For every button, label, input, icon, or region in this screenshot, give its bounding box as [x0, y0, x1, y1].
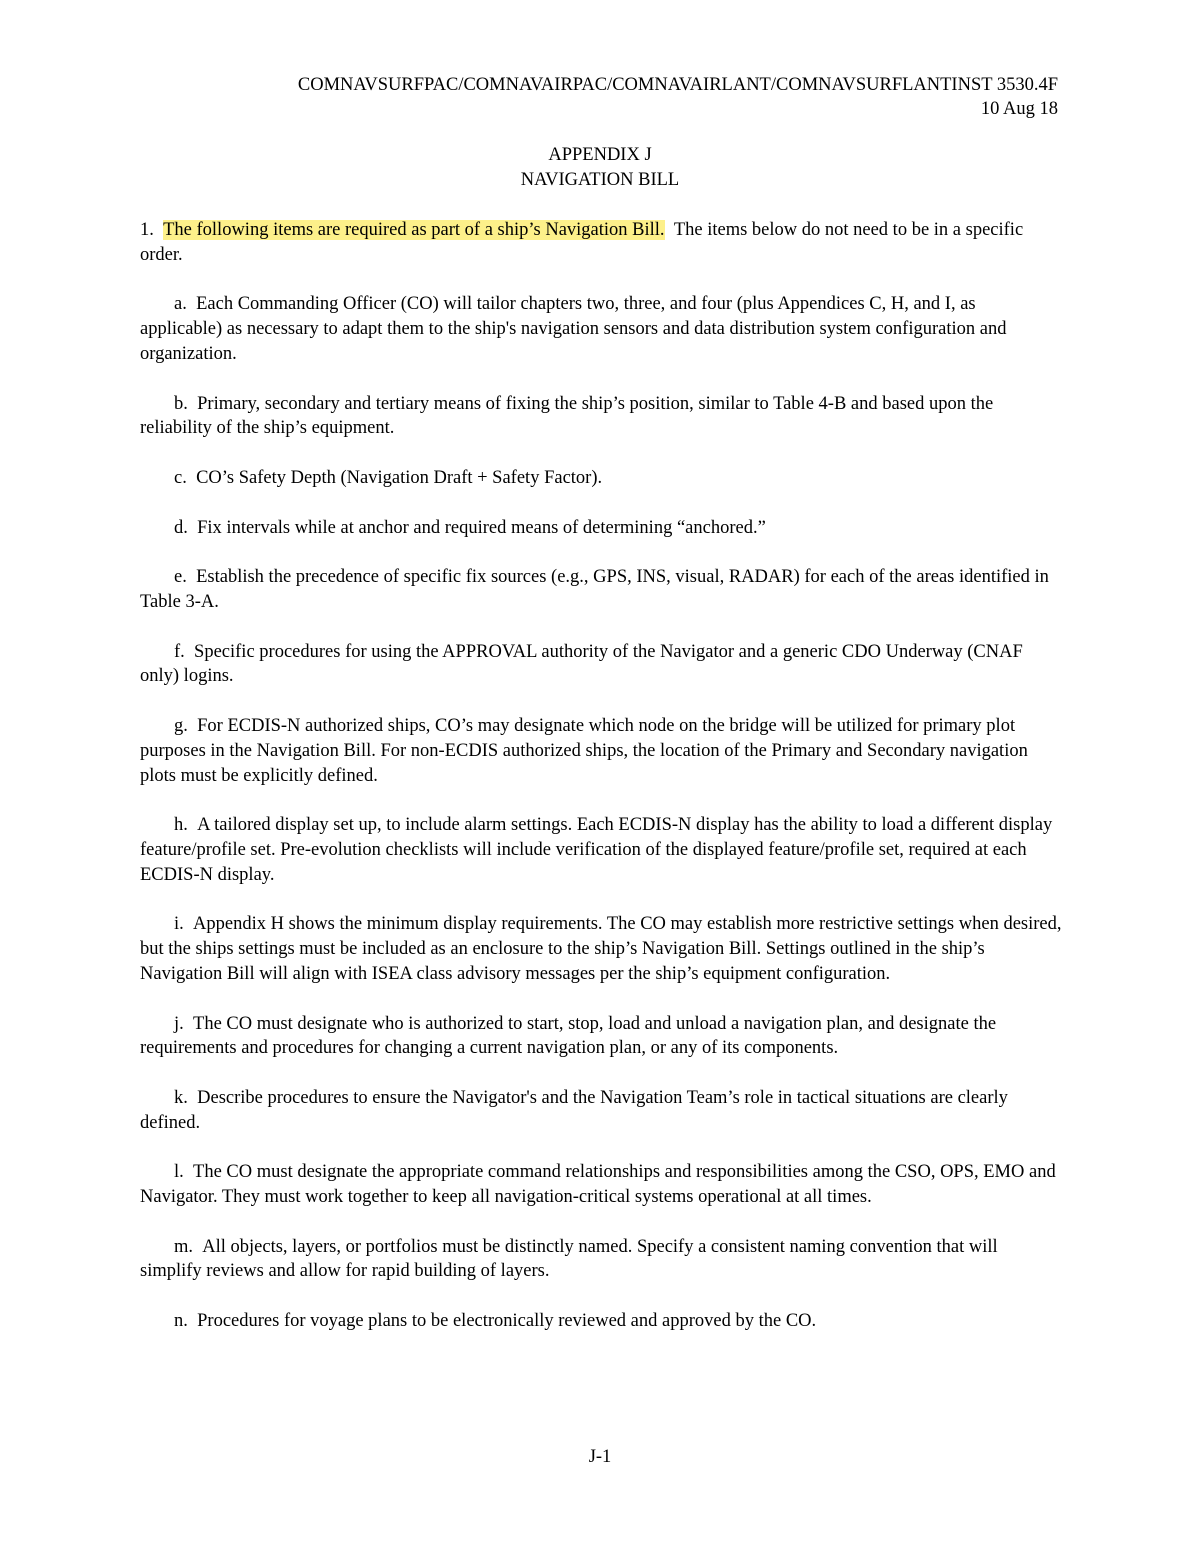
list-item — [140, 1235, 1062, 1285]
item-letter: m. — [174, 1236, 194, 1257]
list-item — [140, 1309, 1062, 1334]
list-item — [140, 640, 1062, 690]
title-block — [0, 143, 1200, 193]
item-text: Describe procedures to ensure the Navigator's and the Navigation Team’s role in tactical situations are clearly defined. — [140, 1087, 1008, 1133]
list-item — [140, 1012, 1062, 1062]
item-text: Fix intervals while at anchor and required means of determining “anchored.” — [197, 517, 766, 538]
item-text: The CO must designate the appropriate command relationships and responsibilities among the CSO, OPS, EMO and Navigator. They must work together to keep all navigation-critical systems operational at all times. — [140, 1162, 1056, 1208]
document-date: 10 Aug 18 — [980, 99, 1058, 119]
item-text: For ECDIS-N authorized ships, CO’s may designate which node on the bridge will be utilized for primary plot purposes in the Navigation Bill. For non-ECDIS authorized ships, the location of the Primary and Secondary navigation plots must be explicitly defined. — [140, 715, 1028, 786]
list-item — [140, 516, 1062, 541]
intro-rest: The items below do not need to be in a specific order. — [140, 220, 1024, 265]
item-text: Appendix H shows the minimum display requirements. The CO may establish more restrictive settings when desired, but the ships settings must be included as an enclosure to the ship’s Navigation Bill. Settings outlined in the ship’s Navigation Bill will align with ISEA class advisory messages per the ship’s equipment configuration. — [140, 914, 1062, 984]
list-item — [140, 565, 1062, 615]
item-letter: j. — [174, 1013, 184, 1034]
list-item — [140, 1086, 1062, 1136]
list-item — [140, 392, 1062, 442]
item-letter: h. — [174, 815, 188, 836]
item-letter: k. — [174, 1087, 188, 1108]
intro-paragraph — [140, 218, 1062, 268]
item-letter: l. — [174, 1162, 184, 1183]
highlighted-sentence: The following items are required as part of a ship’s Navigation Bill. — [163, 220, 665, 240]
item-letter: i. — [174, 914, 184, 935]
list-item — [140, 813, 1062, 887]
item-text: CO’s Safety Depth (Navigation Draft + Safety Factor). — [196, 467, 603, 488]
page-number: J-1 — [588, 1447, 612, 1467]
list-item — [140, 1160, 1062, 1210]
appendix-title: APPENDIX J — [548, 145, 652, 165]
list-item — [140, 292, 1062, 366]
item-letter: c. — [174, 467, 187, 488]
item-text: A tailored display set up, to include alarm settings. Each ECDIS-N display has the ability to load a different display feature/profile set. Pre-evolution checklists will include verification of the displayed feature/profile set, required at each ECDIS-N display. — [140, 815, 1053, 885]
item-letter: e. — [174, 567, 187, 588]
item-text: Primary, secondary and tertiary means of fixing the ship’s position, similar to Table 4-B and based upon the reliability of the ship’s equipment. — [140, 393, 994, 439]
list-item — [140, 912, 1062, 986]
list-item — [140, 466, 1062, 491]
item-text: Specific procedures for using the APPROVAL authority of the Navigator and a generic CDO Underway (CNAF only) logins. — [140, 641, 1023, 687]
item-text: Each Commanding Officer (CO) will tailor chapters two, three, and four (plus Appendices C, H, and I, as applicable) as necessary to adapt them to the ship's navigation sensors and data distribution system configuration and organization. — [140, 294, 1007, 364]
item-text: All objects, layers, or portfolios must be distinctly named. Specify a consistent naming convention that will simplify reviews and allow for rapid building of layers. — [140, 1236, 998, 1282]
item-text: Procedures for voyage plans to be electronically reviewed and approved by the CO. — [197, 1311, 817, 1332]
list-item — [140, 714, 1062, 788]
item-letter: b. — [174, 393, 188, 414]
item-letter: a. — [174, 294, 187, 315]
item-letter: g. — [174, 715, 188, 736]
body-text — [140, 218, 1062, 1359]
item-text: The CO must designate who is authorized to start, stop, load and unload a navigation plan, and designate the requirements and procedures for changing a current navigation plan, or any of its components. — [140, 1013, 997, 1059]
intro-number: 1. — [140, 220, 154, 240]
item-letter: d. — [174, 517, 188, 538]
item-letter: f. — [174, 641, 185, 662]
item-letter: n. — [174, 1311, 188, 1332]
item-text: Establish the precedence of specific fix sources (e.g., GPS, INS, visual, RADAR) for each of the areas identified in Table 3-A. — [140, 567, 1049, 612]
instruction-reference: COMNAVSURFPAC/COMNAVAIRPAC/COMNAVAIRLANT/COMNAVSURFLANTINST 3530.4F — [297, 75, 1058, 95]
section-title: NAVIGATION BILL — [520, 170, 680, 190]
